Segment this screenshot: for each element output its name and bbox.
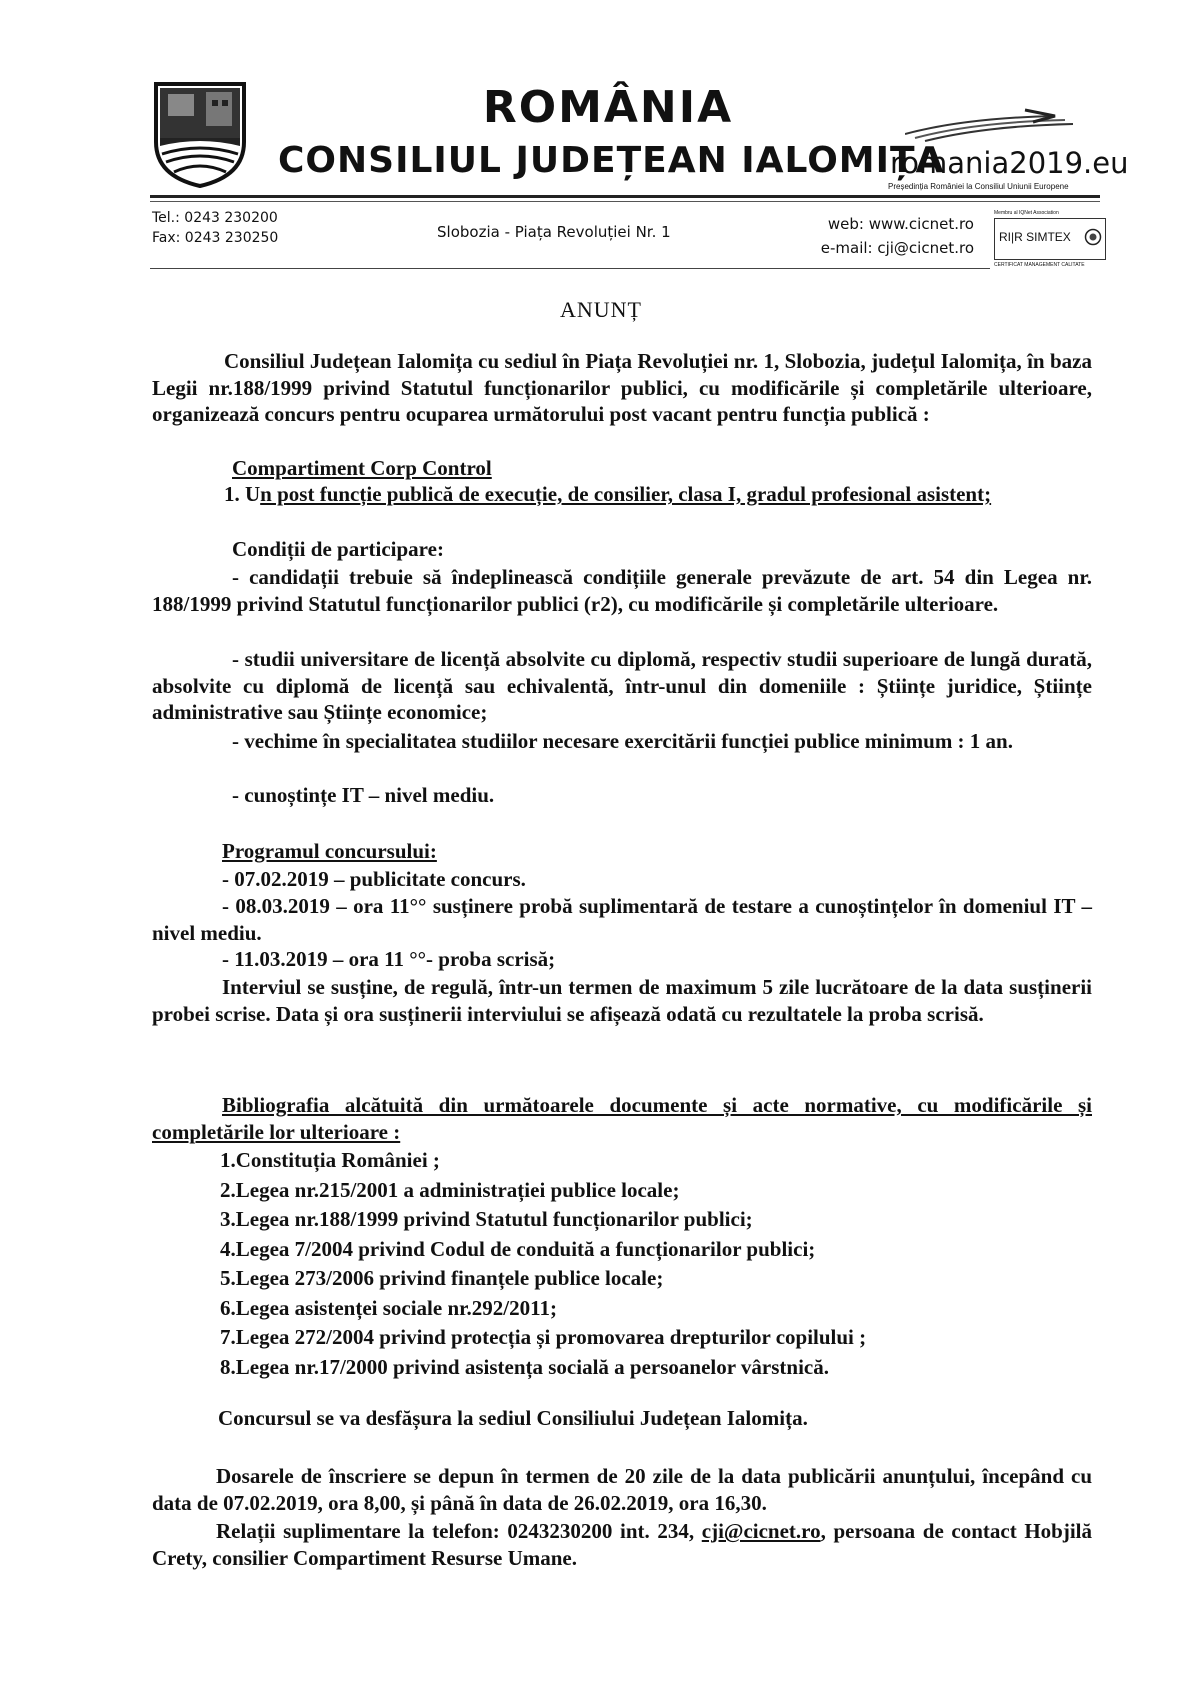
announcement-title: ANUNȚ [560,297,642,322]
bibliography-item: 4.Legea 7/2004 privind Codul de conduită a funcționarilor publici; [220,1236,816,1261]
institution-title: CONSILIUL JUDEȚEAN IALOMIȚA [278,140,945,181]
schedule-item: - 08.03.2019 – ora 11°° susținere probă suplimentară de testare a cunoștințelor în domeniul IT – nivel mediu. [152,894,1092,945]
venue-paragraph: Concursul se va desfășura la sediul Consiliului Județean Ialomița. [218,1406,808,1430]
cert-label: RI|R SIMTEX [999,230,1071,244]
cert-caption: CERTIFICAT MANAGEMENT CALITATE [994,262,1085,268]
condition-item: - candidații trebuie să îndeplinească condițiile generale prevăzute de art. 54 din Legea nr. 188/1999 privind Statutul funcționarilor publici (r2), cu modificările și completările ulterioare. [152,565,1092,616]
position-title: n post funcție publică de execuție, de consilier, clasa I, gradul profesional asistent; [260,482,992,506]
header-divider-thin [150,201,1100,202]
schedule-item: - 07.02.2019 – publicitate concurs. [222,867,526,891]
fax-number: Fax: 0243 230250 [152,230,279,246]
interview-paragraph: Interviul se susține, de regulă, într-un termen de maximum 5 zile lucrătoare de la data susținerii probei scrise. Data și ora susținerii interviului se afișează odată cu rezultatele la proba scrisă. [152,975,1092,1026]
bibliography-item: 1.Constituția României ; [220,1148,440,1172]
certification-badge [994,218,1106,260]
condition-item: - studii universitare de licență absolvite cu diplomă, respectiv studii superioare de lungă durată, absolvite cu diplomă de licență sau echivalentă, într-unul din domeniile : Științe juridice, Științe administrative sau Științe economice; [152,647,1092,724]
schedule-title: Programul concursului: [222,839,437,863]
phone-block [152,208,278,248]
contact-paragraph [152,1518,1092,1571]
email: e-mail: cji@cicnet.ro [820,239,974,257]
contact-text: Relații suplimentare la telefon: 0243230200 int. 234, [216,1519,702,1543]
web-email-block [780,212,974,260]
presidency-website: romania2019.eu [890,146,1129,180]
presidency-logo-icon [905,108,1075,142]
bibliography-list [220,1146,866,1382]
bibliography-item: 8.Legea nr.17/2000 privind asistența socială a persoanelor vârstnică. [220,1354,829,1379]
cert-membership-text: Membru al IQNet Association [994,210,1059,216]
bibliography-item: 3.Legea nr.188/1999 privind Statutul funcționarilor publici; [220,1207,753,1231]
cert-seal-icon [1084,228,1102,246]
contact-email-link[interactable]: cji@cicnet.ro [701,1519,821,1543]
bibliography-item: 6.Legea asistenței sociale nr.292/2011; [220,1295,557,1320]
position-number: 1. U [224,482,261,506]
header-bottom-divider [150,268,990,269]
files-paragraph: Dosarele de înscriere se depun în termen de 20 zile de la data publicării anunțului, începând cu data de 07.02.2019, ora 8,00, și până în data de 26.02.2019, ora 16,30. [152,1464,1092,1515]
condition-item: - cunoștințe IT – nivel mediu. [232,783,495,807]
schedule-item: - 11.03.2019 – ora 11 °°- proba scrisă; [222,947,556,971]
address: Slobozia - Piața Revoluției Nr. 1 [437,223,671,241]
conditions-title: Condiții de participare: [232,537,444,561]
county-coat-of-arms-icon [152,80,248,188]
position-description [152,481,1092,508]
bibliography-title: Bibliografia alcătuită din următoarele documente și acte normative, cu modificările și completările lor ulterioare : [152,1093,1092,1144]
header-divider [150,195,1100,198]
condition-item: - vechime în specialitatea studiilor necesare exercitării funcției publice minimum : 1 an. [232,729,1013,753]
phone-number: Tel.: 0243 230200 [152,210,278,226]
contact-person: , persoana de contact Hobjilă Crety, consilier Compartiment Resurse Umane. [152,1519,1092,1570]
intro-paragraph: Consiliul Județean Ialomița cu sediul în Piața Revoluției nr. 1, Slobozia, județul Ialomița, în baza Legii nr.188/1999 privind Statutul funcționarilor publici, cu modificările și completările ulterioare, organizează concurs pentru ocuparea următorului post vacant pentru funcția publică : [152,349,1092,426]
bibliography-item: 7.Legea 272/2004 privind protecția și promovarea drepturilor copilului ; [220,1325,867,1349]
bibliography-item: 5.Legea 273/2006 privind finanțele publice locale; [220,1266,664,1290]
bibliography-item: 2.Legea nr.215/2001 a administrației publice locale; [220,1177,680,1202]
department-name: Compartiment Corp Control [232,456,492,480]
presidency-tagline: Președinția României la Consiliul Uniunii Europene [888,182,1069,191]
website: web: www.cicnet.ro [827,215,974,233]
country-title: ROMÂNIA [482,82,734,133]
